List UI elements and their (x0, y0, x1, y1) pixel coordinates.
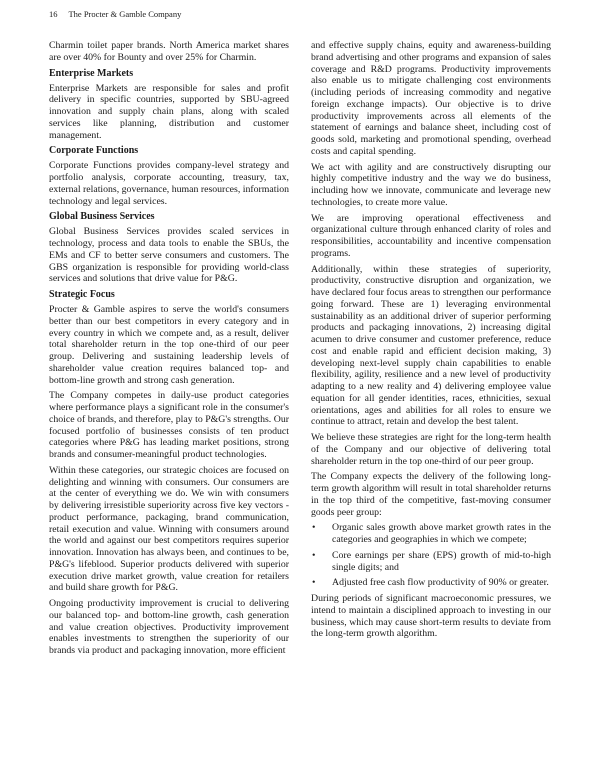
bullet-list (311, 522, 551, 589)
section-heading: Global Business Services (49, 211, 155, 223)
bullet-text: Core earnings per share (EPS) growth of mid-to-high single digits; and (332, 549, 551, 573)
bullet-text: Organic sales growth above market growth rates in the categories and geographies in which we compete; (332, 522, 551, 545)
bullet-icon: • (312, 522, 316, 534)
bullet-item (311, 522, 551, 546)
section-heading: Corporate Functions (49, 145, 139, 157)
paragraph: During periods of significant macroeconomic pressures, we intend to maintain a disciplined approach to investing in our business, which may cause short-term results to deviate from the long-term growth algorithm. (311, 593, 551, 640)
paragraph: Charmin toilet paper brands. North America market shares are over 40% for Bounty and over 25% for Charmin. (49, 40, 289, 63)
paragraph: Ongoing productivity improvement is crucial to delivering our balanced top- and bottom-line growth, cash generation and value creation objectives. Productivity improvement enables investments to strengthen the superiority of our brands via product and packaging innovation, more efficient (49, 598, 289, 656)
paragraph: We believe these strategies are right for the long-term health of the Company and our objective of delivering total shareholder return in the top one-third of our peer group. (311, 432, 551, 467)
bullet-item (311, 550, 551, 574)
right-column (311, 40, 551, 644)
paragraph: Global Business Services provides scaled services in technology, process and data tools to enable the SBUs, the EMs and CF to better serve consumers and customers. The GBS organization is responsible for providing world-class services and solutions that drive value for P&G. (49, 226, 289, 285)
paragraph: Within these categories, our strategic choices are focused on delighting and winning with consumers. Our consumers are at the center of everything we do. We win with consumers by delivering irresistible superiority across five key vectors - product performance, packaging, brand communication, retail execution and value. Winning with consumers around the world and against our best competitors requires superior innovation. Innovation has always been, and continues to be, P&G's lifeblood. Superior products delivered with superior execution drive market growth, value creation for retailers and build share growth for P&G. (49, 464, 289, 594)
bullet-text: Adjusted free cash flow productivity of 90% or greater. (332, 577, 549, 589)
page-number: 16 (49, 9, 58, 19)
bullet-item (311, 577, 551, 589)
paragraph: Enterprise Markets are responsible for sales and profit delivery in specific countries, supported by SBU-agreed innovation and supply chain plans, along with scaled services like planning, distribution and customer management. (49, 82, 289, 141)
company-name: The Procter & Gamble Company (68, 9, 182, 19)
bullet-icon: • (312, 549, 316, 561)
paragraph: Corporate Functions provides company-level strategy and portfolio analysis, corporate accounting, treasury, tax, external relations, governance, human resources, information technology and legal services. (49, 160, 289, 207)
paragraph: We act with agility and are constructively disrupting our highly competitive industry and the way we do business, including how we innovate, communicate and leverage new technologies, to create more value. (311, 161, 551, 208)
bullet-icon: • (312, 577, 316, 589)
paragraph: and effective supply chains, equity and awareness-building brand advertising and other programs and expansion of sales coverage and R&D programs. Productivity improvements also enable us to mitigate challenging cost environments (including periods of increasing commodity and negative foreign exchange impacts). Our objective is to drive productivity improvements across all elements of the statement of earnings and balance sheet, including cost of goods sold, marketing and promotional spending, overhead costs and capital spending. (311, 40, 551, 157)
paragraph: The Company competes in daily-use product categories where performance plays a significant role in the consumer's choice of brands, and therefore, play to P&G's strengths. Our focused portfolio of businesses consists of ten product categories where P&G has leading market positions, strong brands and consumer-meaningful product technologies. (49, 390, 289, 460)
paragraph: Additionally, within these strategies of superiority, productivity, constructive disruption and organization, we have declared four focus areas to strengthen our performance going forward. These are 1) leveraging environmental sustainability as an additional driver of superior performing products and packaging innovations, 2) increasing digital acumen to drive consumer and customer preference, reduce cost and enable rapid and efficient decision making, 3) developing next-level supply chain capabilities to enable flexibility, agility, resilience and a new level of productivity adapting to a new reality and 4) delivering employee value equation for all gender identities, races, ethnicities, sexual orientations, ages and abilities for all roles to ensure we continue to attract, retain and develop the best talent. (311, 263, 551, 428)
section-heading: Strategic Focus (49, 289, 115, 300)
paragraph: The Company expects the delivery of the following long-term growth algorithm will result in total shareholder returns in the top third of the competitive, fast-moving consumer goods peer group: (311, 471, 551, 518)
left-column (49, 40, 289, 661)
page-header (49, 9, 181, 19)
paragraph: We are improving operational effectiveness and organizational culture through enhanced clarity of roles and responsibilities, accountability and incentive compensation programs. (311, 212, 551, 259)
paragraph: Procter & Gamble aspires to serve the world's consumers better than our best competitors in every category and in every country in which we compete and, as a result, deliver total shareholder return in the top one-third of our peer group. Delivering and sustaining leadership levels of shareholder value creation requires balanced top- and bottom-line growth and strong cash generation. (49, 304, 289, 386)
section-heading: Enterprise Markets (49, 67, 134, 79)
